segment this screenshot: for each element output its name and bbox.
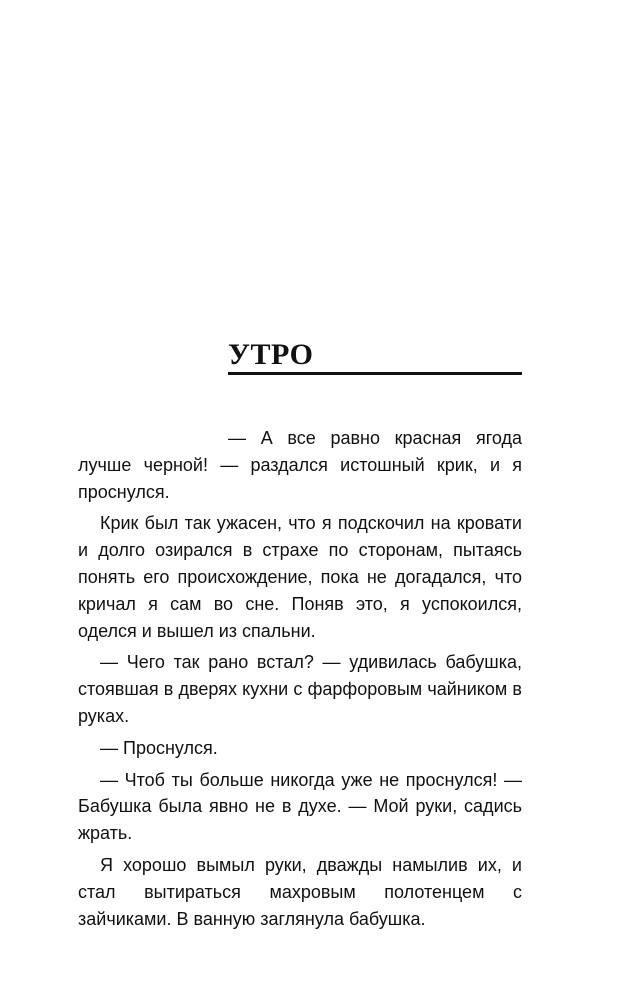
- chapter-title: УТРО: [228, 338, 314, 371]
- paragraph: — Чтоб ты больше никогда уже не проснулся! — Бабушка была явно не в духе. — Мой руки, садись жрать.: [78, 769, 522, 844]
- title-underline: [228, 372, 522, 375]
- paragraph: Крик был так ужасен, что я подскочил на кровати и долго озирался в страхе по сторонам, пытаясь понять его происхождение, пока не догадался, что кричал я сам во сне. Поняв это, я успокоился, оделся и вышел из спальни.: [78, 513, 522, 641]
- paragraph: — Чего так рано встал? — удивилась бабушка, стоявшая в дверях кухни с фарфоровым чайником в руках.: [78, 652, 522, 726]
- body-text: [78, 425, 522, 937]
- paragraph: — Проснулся.: [100, 737, 218, 758]
- paragraph-opening: — А все равно красная ягода лучше черной! — раздался истошный крик, и я проснулся.: [78, 428, 522, 502]
- paragraph: Я хорошо вымыл руки, дважды намылив их, и стал вытираться махровым полотенцем с зайчиками. В ванную заглянула бабушка.: [78, 854, 522, 929]
